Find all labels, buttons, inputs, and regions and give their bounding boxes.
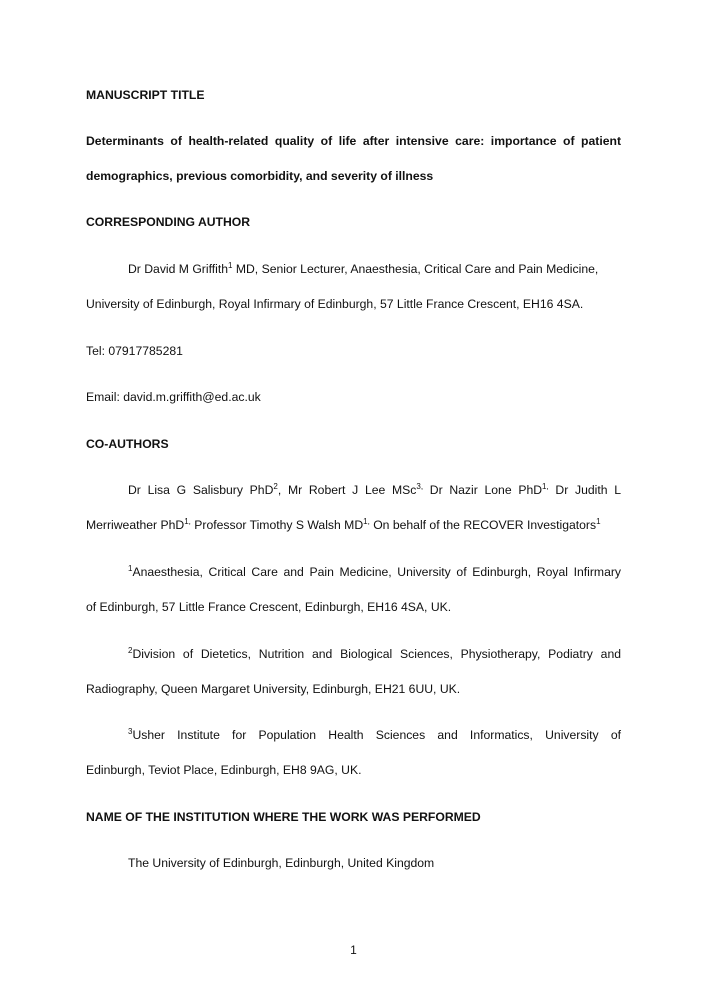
corresponding-author-email: Email: david.m.griffith@ed.ac.uk bbox=[86, 390, 261, 404]
institution-name: The University of Edinburgh, Edinburgh, United Kingdom bbox=[128, 856, 435, 870]
co-author-merriweather-part2: Merriweather PhD bbox=[86, 518, 185, 532]
affil-mark: 1, bbox=[184, 517, 191, 526]
co-author-walsh: Professor Timothy S Walsh MD bbox=[190, 518, 364, 532]
title-line-1: Determinants of health-related quality of life after intensive care: importance of patient bbox=[86, 134, 621, 148]
corresponding-author-line bbox=[128, 262, 621, 276]
co-author-lee: , Mr Robert J Lee MSc bbox=[277, 483, 417, 497]
corresponding-author-role: MD, Senior Lecturer, Anaesthesia, Critical Care and Pain Medicine, bbox=[232, 262, 599, 276]
affiliation-3-text: Usher Institute for Population Health Sciences and Informatics, University of bbox=[132, 728, 621, 742]
affiliation-1-line-1 bbox=[128, 565, 621, 579]
institution-heading: NAME OF THE INSTITUTION WHERE THE WORK WAS PERFORMED bbox=[86, 810, 481, 824]
affil-mark: 3, bbox=[416, 482, 424, 491]
co-authors-line-1 bbox=[128, 483, 621, 497]
corresponding-author-affil-mark: 1 bbox=[228, 261, 233, 270]
affiliation-3-line-1 bbox=[128, 728, 621, 742]
co-authors-heading: CO-AUTHORS bbox=[86, 437, 169, 451]
page-number: 1 bbox=[350, 943, 357, 957]
affil-mark: 1 bbox=[596, 517, 601, 526]
affiliation-3-line-2: Edinburgh, Teviot Place, Edinburgh, EH8 9AG, UK. bbox=[86, 763, 362, 777]
affil-mark: 1, bbox=[542, 482, 549, 491]
title-line-2: demographics, previous comorbidity, and severity of illness bbox=[86, 169, 434, 183]
corresponding-author-name: Dr David M Griffith bbox=[128, 262, 228, 276]
affiliation-1-text: Anaesthesia, Critical Care and Pain Medicine, University of Edinburgh, Royal Infirmary bbox=[132, 565, 621, 579]
affiliation-1-line-2: of Edinburgh, 57 Little France Crescent, Edinburgh, EH16 4SA, UK. bbox=[86, 600, 452, 614]
affiliation-2-line-1 bbox=[128, 647, 621, 661]
co-author-merriweather-part1: Dr Judith L bbox=[548, 483, 621, 497]
affiliation-2-line-2: Radiography, Queen Margaret University, Edinburgh, EH21 6UU, UK. bbox=[86, 682, 461, 696]
manuscript-title-heading: MANUSCRIPT TITLE bbox=[86, 88, 205, 102]
co-author-lone: Dr Nazir Lone PhD bbox=[423, 483, 543, 497]
affil-mark: 2 bbox=[128, 646, 133, 655]
affil-mark: 1, bbox=[363, 517, 370, 526]
corresponding-author-heading: CORRESPONDING AUTHOR bbox=[86, 215, 251, 229]
affiliation-2-text: Division of Dietetics, Nutrition and Biological Sciences, Physiotherapy, Podiatry and bbox=[132, 647, 621, 661]
affil-mark: 3 bbox=[128, 727, 133, 736]
co-authors-line-2 bbox=[86, 518, 621, 532]
corresponding-author-address: University of Edinburgh, Royal Infirmary of Edinburgh, 57 Little France Crescent, EH16 4SA. bbox=[86, 297, 584, 311]
affil-mark: 2 bbox=[273, 482, 278, 491]
corresponding-author-tel: Tel: 07917785281 bbox=[86, 344, 183, 358]
affil-mark: 1 bbox=[128, 564, 133, 573]
co-author-salisbury: Dr Lisa G Salisbury PhD bbox=[128, 483, 274, 497]
co-author-recover: On behalf of the RECOVER Investigators bbox=[369, 518, 597, 532]
